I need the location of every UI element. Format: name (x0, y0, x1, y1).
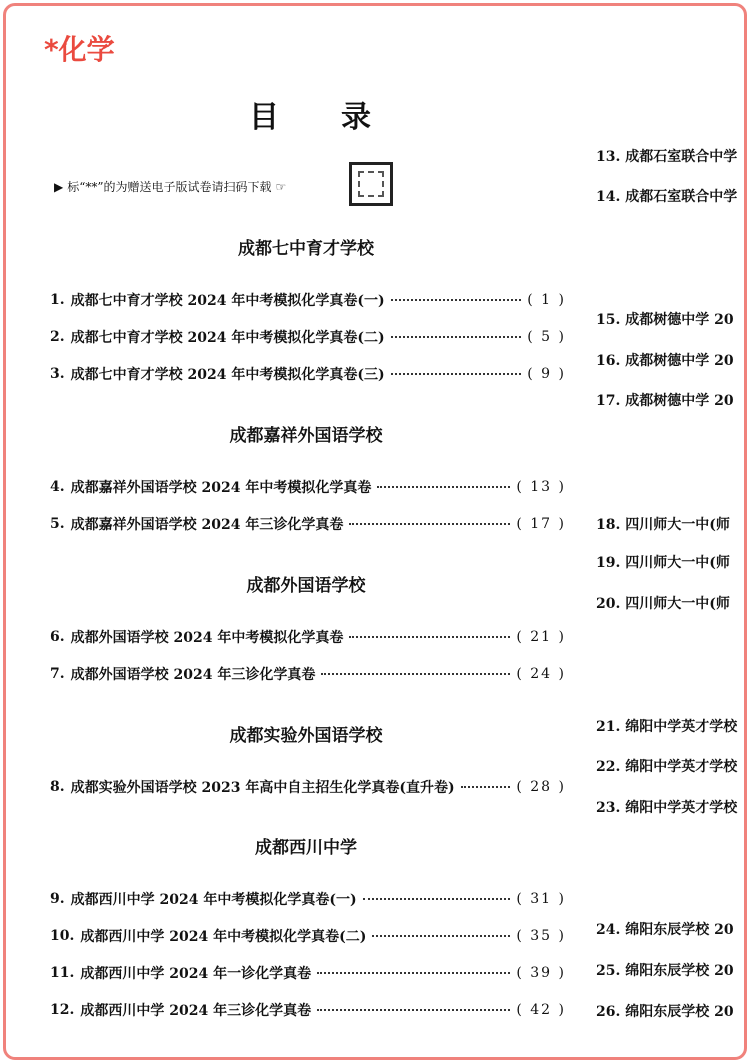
toc-entry[interactable] (50, 364, 566, 384)
entry-number: 6. (50, 629, 65, 645)
entry-number: 10. (50, 928, 75, 944)
section-heading: 成都七中育才学校 (238, 239, 374, 259)
toc-entry[interactable] (50, 777, 566, 797)
section-heading: 成都实验外国语学校 (229, 726, 383, 746)
entry-page: ( 42 ) (516, 1002, 566, 1018)
leader-dots (349, 523, 510, 525)
toc-entry[interactable] (50, 963, 566, 983)
toc-entry[interactable] (50, 627, 566, 647)
entry-page: ( 39 ) (516, 965, 566, 981)
entry-number: 1. (50, 292, 65, 308)
toc-entry[interactable] (50, 477, 566, 497)
entry-number: 4. (50, 479, 65, 495)
toc-entry-partial[interactable]: 23. 绵阳中学英才学校 (596, 800, 738, 816)
entry-title: 成都西川中学 2024 年三诊化学真卷 (80, 1003, 312, 1019)
entry-page: ( 21 ) (516, 629, 566, 645)
toc-entry-partial[interactable]: 17. 成都树德中学 20 (596, 393, 734, 409)
toc-entry-partial[interactable]: 18. 四川师大一中(师 (596, 517, 730, 533)
entry-title: 成都七中育才学校 2024 年中考模拟化学真卷(三) (70, 367, 385, 383)
entry-page: ( 35 ) (516, 928, 566, 944)
entry-number: 3. (50, 366, 65, 382)
entry-title: 成都嘉祥外国语学校 2024 年中考模拟化学真卷 (70, 480, 372, 496)
notice-text: 标“**”的为赠送电子版试卷请扫码下载 (67, 180, 272, 194)
entry-number: 11. (50, 965, 75, 981)
toc-entry-partial[interactable]: 22. 绵阳中学英才学校 (596, 759, 738, 775)
section-heading: 成都西川中学 (255, 838, 357, 858)
toc-entry-partial[interactable]: 26. 绵阳东辰学校 20 (596, 1004, 734, 1020)
toc-entry-partial[interactable]: 13. 成都石室联合中学 (596, 149, 738, 165)
entry-page: ( 1 ) (527, 292, 566, 308)
download-notice (54, 178, 286, 195)
entry-page: ( 5 ) (527, 329, 566, 345)
leader-dots (317, 972, 510, 974)
entry-page: ( 31 ) (516, 891, 566, 907)
entry-page: ( 17 ) (516, 516, 566, 532)
toc-entry[interactable] (50, 889, 566, 909)
entry-number: 12. (50, 1002, 75, 1018)
toc-entry-partial[interactable]: 15. 成都树德中学 20 (596, 312, 734, 328)
leader-dots (377, 486, 510, 488)
leader-dots (372, 935, 510, 937)
entry-page: ( 9 ) (527, 366, 566, 382)
subject-label: *化学 (44, 33, 115, 66)
entry-number: 2. (50, 329, 65, 345)
toc-entry-partial[interactable]: 24. 绵阳东辰学校 20 (596, 922, 734, 938)
leader-dots (391, 336, 522, 338)
entry-title: 成都嘉祥外国语学校 2024 年三诊化学真卷 (70, 517, 344, 533)
page-frame (3, 3, 747, 1060)
toc-entry[interactable] (50, 664, 566, 684)
arrow-marker-icon: ▶ (54, 179, 64, 194)
pointing-hand-icon: ☞ (275, 179, 287, 194)
qr-code-icon[interactable] (349, 162, 393, 206)
leader-dots (349, 636, 510, 638)
leader-dots (391, 299, 522, 301)
toc-entry[interactable] (50, 327, 566, 347)
entry-title: 成都七中育才学校 2024 年中考模拟化学真卷(一) (70, 293, 385, 309)
toc-entry[interactable] (50, 1000, 566, 1020)
entry-title: 成都实验外国语学校 2023 年高中自主招生化学真卷(直升卷) (70, 780, 455, 796)
toc-entry-partial[interactable]: 25. 绵阳东辰学校 20 (596, 963, 734, 979)
entry-title: 成都外国语学校 2024 年中考模拟化学真卷 (70, 630, 344, 646)
leader-dots (391, 373, 522, 375)
entry-page: ( 24 ) (516, 666, 566, 682)
entry-page: ( 28 ) (516, 779, 566, 795)
toc-entry-partial[interactable]: 19. 四川师大一中(师 (596, 555, 730, 571)
entry-title: 成都西川中学 2024 年中考模拟化学真卷(二) (80, 929, 367, 945)
entry-number: 7. (50, 666, 65, 682)
leader-dots (317, 1009, 510, 1011)
entry-number: 5. (50, 516, 65, 532)
toc-entry-partial[interactable]: 16. 成都树德中学 20 (596, 353, 734, 369)
entry-title: 成都外国语学校 2024 年三诊化学真卷 (70, 667, 316, 683)
entry-title: 成都西川中学 2024 年中考模拟化学真卷(一) (70, 892, 357, 908)
toc-entry-partial[interactable]: 14. 成都石室联合中学 (596, 189, 738, 205)
toc-title: 目录 (249, 100, 433, 135)
leader-dots (363, 898, 511, 900)
section-heading: 成都嘉祥外国语学校 (229, 426, 383, 446)
entry-title: 成都西川中学 2024 年一诊化学真卷 (80, 966, 312, 982)
entry-title: 成都七中育才学校 2024 年中考模拟化学真卷(二) (70, 330, 385, 346)
toc-entry-partial[interactable]: 21. 绵阳中学英才学校 (596, 719, 738, 735)
toc-entry-partial[interactable]: 20. 四川师大一中(师 (596, 596, 730, 612)
toc-entry[interactable] (50, 514, 566, 534)
leader-dots (461, 786, 511, 788)
entry-number: 8. (50, 779, 65, 795)
toc-entry[interactable] (50, 290, 566, 310)
entry-page: ( 13 ) (516, 479, 566, 495)
leader-dots (321, 673, 510, 675)
right-column (596, 6, 747, 1057)
toc-entry[interactable] (50, 926, 566, 946)
section-heading: 成都外国语学校 (246, 576, 366, 596)
entry-number: 9. (50, 891, 65, 907)
